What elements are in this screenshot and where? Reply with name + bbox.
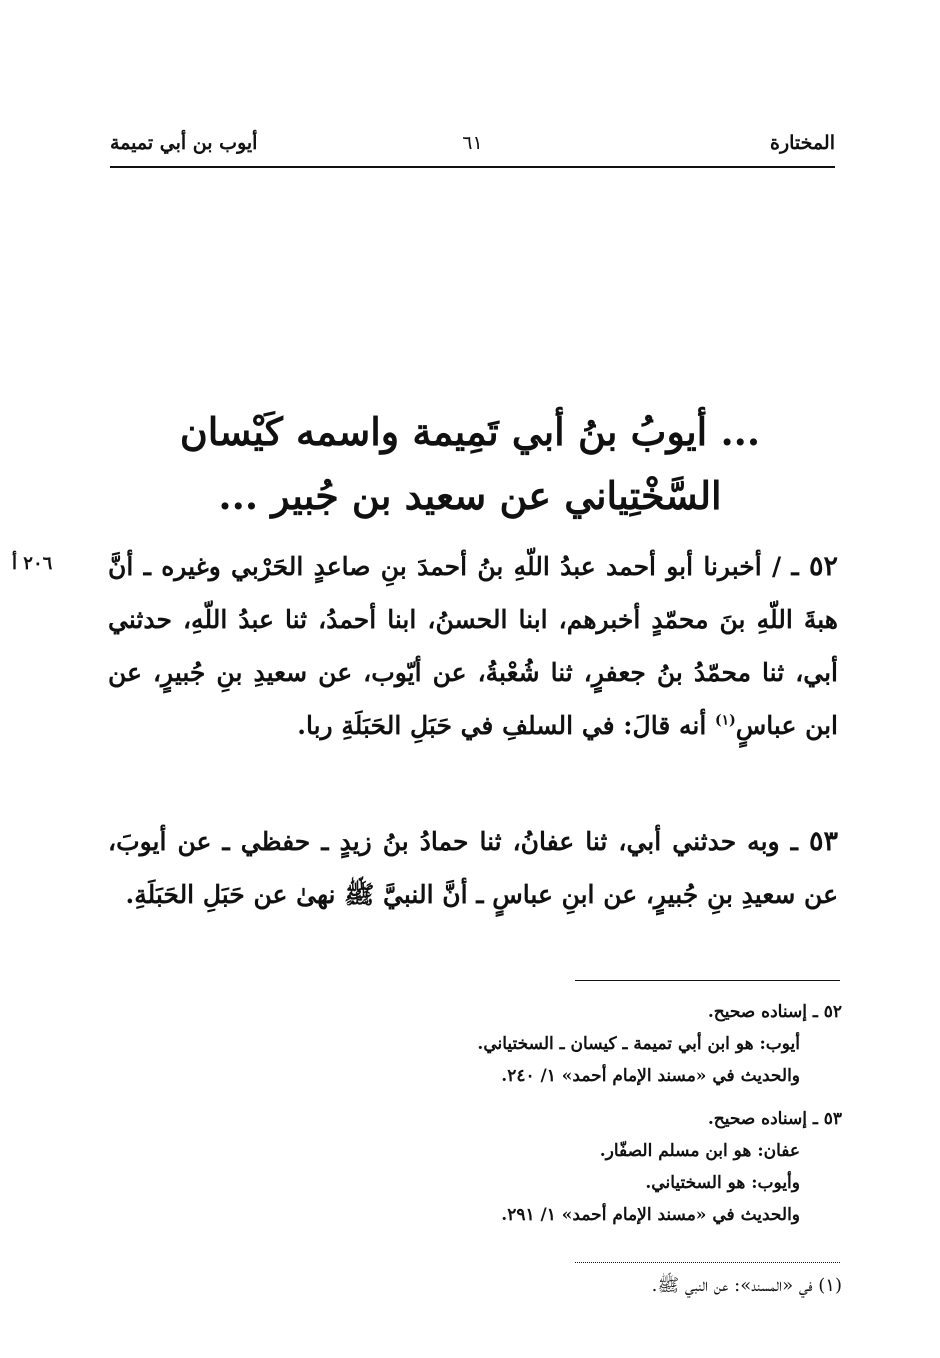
note-line: أيوب: هو ابن أبي تميمة ـ كيسان ـ السختياني. <box>477 1034 800 1054</box>
commentary-note <box>501 1103 842 1231</box>
note-line: وأيوب: هو السختياني. <box>645 1173 800 1193</box>
hadith-text: ـ / أخبرنا أبو أحمد عبدُ اللّهِ بنُ أحمدَ بنِ صاعدٍ الحَرْبي وغيره ـ أنَّ هبةَ اللّهِ بنَ محمّدٍ أخبرهم، ابنا الحسنُ، ابنا أحمدُ، ثنا عبدُ اللّهِ، حدثني أبي، ثنا محمّدُ بنُ جعفرٍ، ثنا شُعْبةُ، عن أيّوب، عن سعيدِ بنِ جُبيرٍ، عن ابن عباسٍ <box>108 552 838 740</box>
footnote: (١) في «المسند»: عن النبي ﷺ. <box>651 1275 842 1296</box>
chapter-title <box>150 400 790 528</box>
page-number: ٦١ <box>462 132 483 154</box>
chapter-title-line-1: ... أيوبُ بنُ أبي تَمِيمة واسمه كَيْسان <box>179 409 761 454</box>
hadith-text: ـ وبه حدثني أبي، ثنا عفانُ، ثنا حمادُ بنُ زيدٍ ـ حفظي ـ عن أيوبَ، عن سعيدِ بنِ جُبيرٍ، عن ابنِ عباسٍ ـ أنَّ النبيَّ ﷺ نهىٰ عن حَبَلِ الحَبَلَةِ. <box>108 827 838 909</box>
note-line: والحديث في «مسند الإمام أحمد» ١/ ٢٤٠. <box>501 1066 800 1086</box>
commentary-note <box>477 996 842 1092</box>
note-head: ٥٣ ـ إسناده صحيح. <box>707 1109 842 1129</box>
note-line: والحديث في «مسند الإمام أحمد» ١/ ٢٩١. <box>501 1205 800 1225</box>
hadith-text-continued: أنه قالَ: في السلفِ في حَبَلِ الحَبَلَةِ ربا. <box>297 711 715 740</box>
notes-separator <box>575 980 840 981</box>
hadith-number: ٥٢ <box>808 551 838 582</box>
footnote-ref: (١) <box>714 712 736 729</box>
footnote-separator <box>575 1262 840 1263</box>
hadith-paragraph <box>108 815 838 921</box>
note-line: عفان: هو ابن مسلم الصفّار. <box>599 1141 800 1161</box>
note-head: ٥٢ ـ إسناده صحيح. <box>707 1002 842 1022</box>
header-book-title: المختارة <box>770 132 835 154</box>
chapter-title-line-2: السَّخْتِياني عن سعيد بن جُبير ... <box>218 473 722 518</box>
header-chapter-title: أيوب بن أبي تميمة <box>110 132 258 154</box>
manuscript-folio-note: ٢٠٦ أ <box>12 553 53 574</box>
hadith-paragraph <box>108 540 838 752</box>
running-header <box>110 130 835 168</box>
hadith-number: ٥٣ <box>808 826 838 857</box>
